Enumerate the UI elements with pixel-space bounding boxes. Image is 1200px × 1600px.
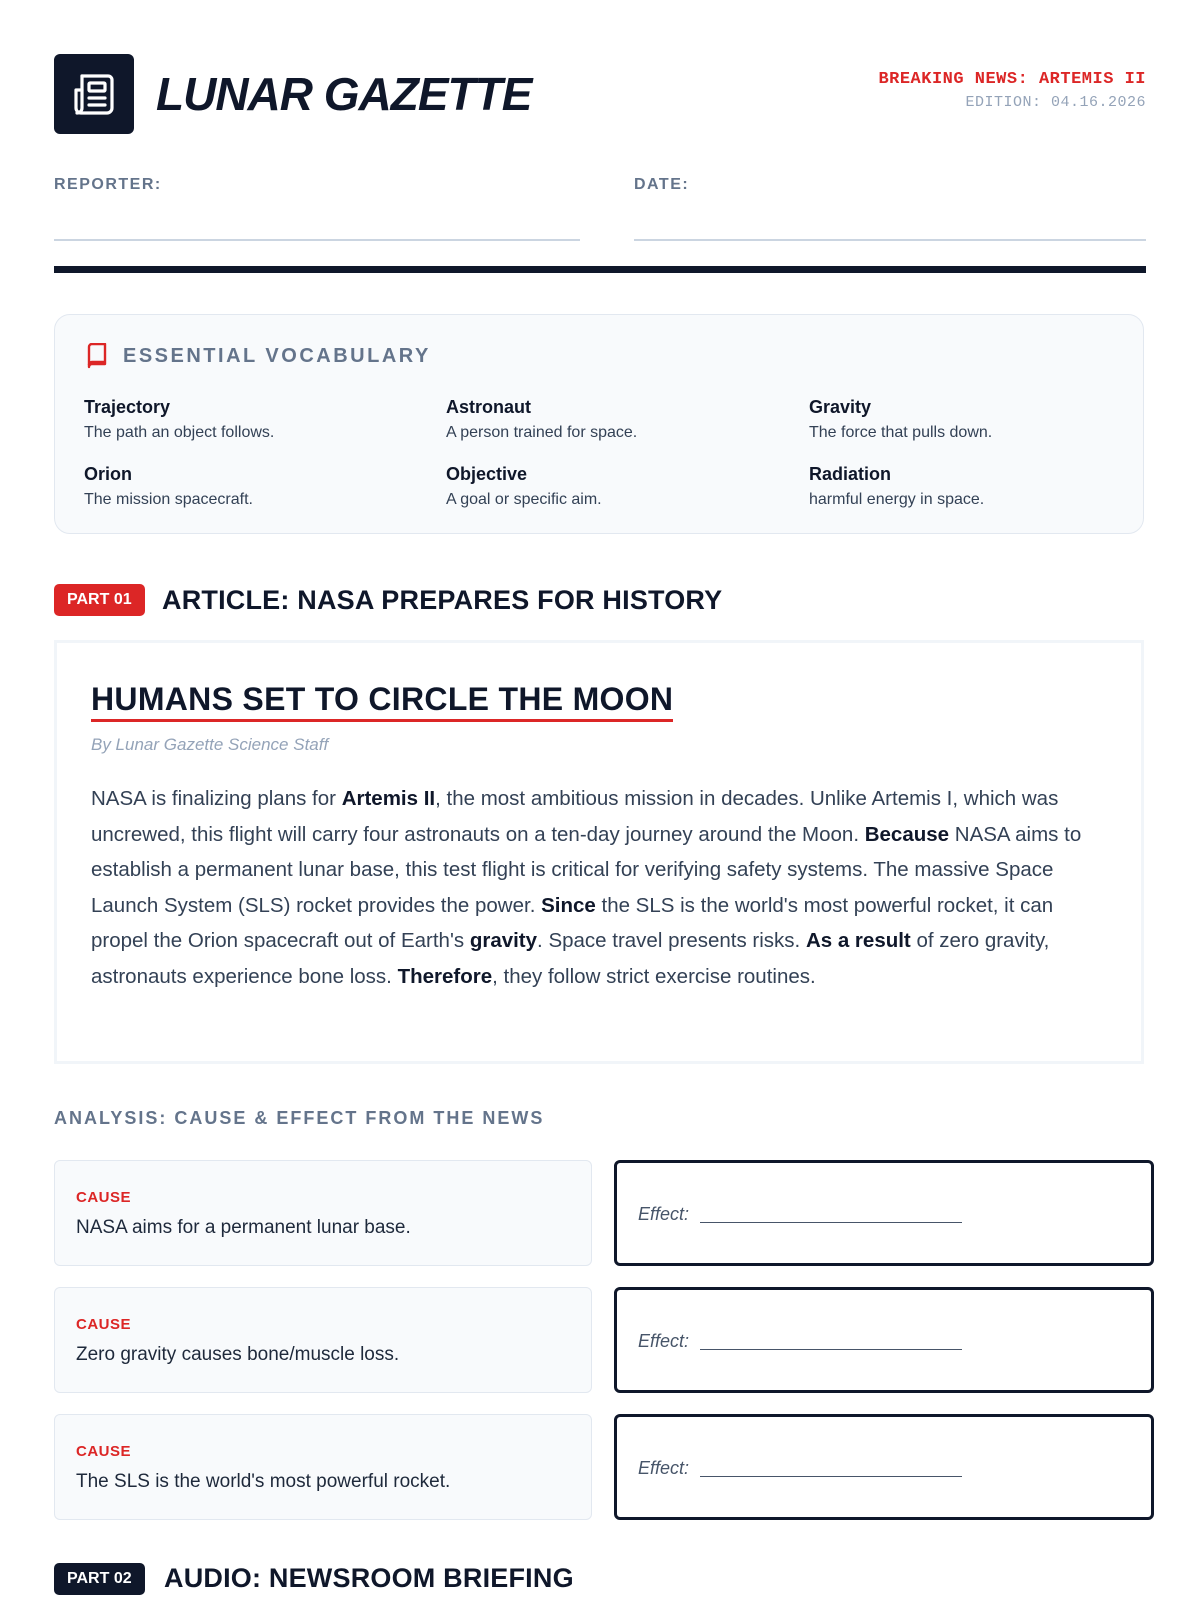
article-text: of zero gravity, astronauts experience bone loss. [91, 929, 1050, 988]
masthead-title: LUNAR GAZETTE [156, 68, 532, 120]
effect-label: Effect: [638, 1204, 690, 1224]
article-keyword: Since [541, 893, 596, 917]
vocab-item [84, 462, 414, 511]
effect-label: Effect: [638, 1331, 690, 1351]
reporter-label: REPORTER: [54, 176, 162, 193]
vocab-definition: The mission spacecraft. [84, 491, 253, 508]
header-divider [54, 266, 1146, 273]
vocab-term: Radiation [809, 464, 892, 484]
breaking-news-label: BREAKING NEWS: ARTEMIS II [878, 70, 1146, 89]
date-field[interactable] [634, 239, 1146, 241]
vocab-item [809, 462, 1139, 511]
article-text: . Space travel presents risks. [537, 929, 806, 952]
vocab-item [84, 395, 414, 444]
article-text: , the most ambitious mission in decades. Unlike Artemis I, which was uncrewed, this flight will carry four astronauts on a ten-day journey around the Moon. [91, 787, 1059, 846]
edition-date: EDITION: 04.16.2026 [965, 94, 1146, 111]
vocab-term: Trajectory [84, 397, 171, 417]
article-text: NASA aims to establish a permanent lunar base, this test flight is critical for verifying safety systems. The massive Space Launch System (SLS) rocket provides the power. [91, 822, 1082, 917]
cause-tag: CAUSE [76, 1189, 132, 1206]
cause-card [54, 1160, 592, 1266]
vocab-item [446, 395, 776, 444]
vocab-term: Objective [446, 464, 528, 484]
article-body [91, 781, 1111, 994]
article-byline: By Lunar Gazette Science Staff [91, 735, 329, 754]
vocab-definition: The force that pulls down. [809, 424, 993, 441]
article-text: the SLS is the world's most powerful rocket, it can propel the Orion spacecraft out of Earth's [91, 893, 1054, 952]
article-text: NASA is finalizing plans for [91, 787, 342, 810]
part-02-badge: PART 02 [54, 1563, 145, 1595]
vocab-definition: A person trained for space. [446, 424, 638, 441]
vocab-definition: harmful energy in space. [809, 491, 985, 508]
part-02-title: AUDIO: NEWSROOM BRIEFING [164, 1563, 574, 1593]
article-headline: HUMANS SET TO CIRCLE THE MOON [91, 679, 673, 722]
effect-answer-line[interactable] [700, 1222, 962, 1223]
article-keyword: Because [864, 822, 950, 846]
effect-answer-line[interactable] [700, 1476, 962, 1477]
article-keyword: As a result [805, 929, 911, 952]
newspaper-icon [70, 70, 118, 118]
part-01-title: ARTICLE: NASA PREPARES FOR HISTORY [162, 585, 723, 615]
vocab-item [809, 395, 1139, 444]
vocab-item [446, 462, 776, 511]
cause-text: The SLS is the world's most powerful rocket. [76, 1471, 451, 1492]
reporter-field[interactable] [54, 239, 580, 241]
cause-text: Zero gravity causes bone/muscle loss. [76, 1344, 400, 1365]
effect-answer-box[interactable] [614, 1160, 1154, 1266]
article-keyword: Artemis II [341, 787, 436, 810]
cause-tag: CAUSE [76, 1316, 132, 1333]
cause-tag: CAUSE [76, 1443, 132, 1460]
vocab-definition: The path an object follows. [84, 424, 275, 441]
analysis-title: ANALYSIS: CAUSE & EFFECT FROM THE NEWS [54, 1108, 545, 1128]
vocab-term: Orion [84, 464, 132, 484]
article-box [54, 640, 1144, 1064]
vocab-definition: A goal or specific aim. [446, 491, 602, 508]
vocab-term: Astronaut [446, 397, 531, 417]
article-keyword: Therefore [397, 964, 493, 988]
effect-label: Effect: [638, 1458, 690, 1478]
vocabulary-title: ESSENTIAL VOCABULARY [123, 344, 431, 367]
vocabulary-box [54, 314, 1144, 534]
vocab-term: Gravity [809, 397, 872, 417]
effect-answer-box[interactable] [614, 1287, 1154, 1393]
part-01-badge: PART 01 [54, 584, 145, 616]
article-text: , they follow strict exercise routines. [492, 964, 816, 988]
effect-answer-line[interactable] [700, 1349, 962, 1350]
newspaper-logo [54, 54, 134, 134]
cause-card [54, 1414, 592, 1520]
book-icon [85, 343, 109, 369]
article-keyword: gravity [469, 929, 538, 952]
date-label: DATE: [634, 176, 690, 193]
effect-answer-box[interactable] [614, 1414, 1154, 1520]
cause-card [54, 1287, 592, 1393]
cause-text: NASA aims for a permanent lunar base. [76, 1217, 411, 1238]
